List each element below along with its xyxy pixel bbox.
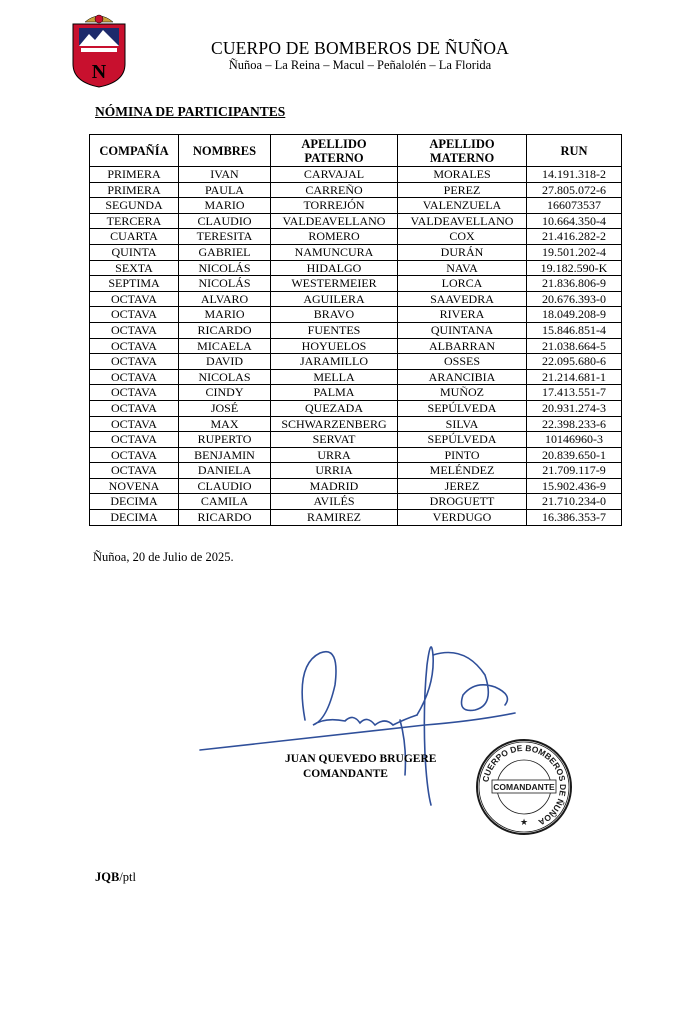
cell-compania: OCTAVA [90, 354, 179, 370]
cell-nombres: CLAUDIO [179, 478, 271, 494]
cell-run: 20.931.274-3 [527, 400, 622, 416]
organization-subtitle: Ñuñoa – La Reina – Macul – Peñalolén – La Florida [228, 58, 492, 72]
cell-apellido-paterno: MELLA [271, 369, 398, 385]
official-stamp [474, 737, 574, 837]
cell-nombres: MICAELA [179, 338, 271, 354]
cell-apellido-materno: PINTO [398, 447, 527, 463]
reference-initials: JQB [95, 870, 120, 884]
cell-compania: OCTAVA [90, 291, 179, 307]
cell-run: 15.846.851-4 [527, 322, 622, 338]
cell-nombres: TERESITA [179, 229, 271, 245]
cell-run: 20.676.393-0 [527, 291, 622, 307]
cell-apellido-paterno: FUENTES [271, 322, 398, 338]
cell-apellido-paterno: WESTERMEIER [271, 276, 398, 292]
cell-apellido-materno: PEREZ [398, 182, 527, 198]
table-row [90, 322, 622, 338]
table-row [90, 213, 622, 229]
cell-nombres: GABRIEL [179, 244, 271, 260]
cell-nombres: BENJAMIN [179, 447, 271, 463]
section-title: NÓMINA DE PARTICIPANTES [95, 104, 286, 119]
cell-apellido-materno: QUINTANA [398, 322, 527, 338]
stamp-center-text: COMANDANTE [493, 782, 555, 792]
table-row [90, 400, 622, 416]
table-row [90, 276, 622, 292]
table-header-row [90, 135, 622, 167]
svg-text:★: ★ [519, 817, 529, 827]
logo-letter: N [91, 61, 107, 83]
col-header-apellido-materno: APELLIDO MATERNO [398, 135, 527, 167]
cell-nombres: JOSÉ [179, 400, 271, 416]
cell-nombres: DANIELA [179, 463, 271, 479]
cell-compania: SEGUNDA [90, 198, 179, 214]
cell-nombres: CAMILA [179, 494, 271, 510]
table-row [90, 432, 622, 448]
cell-apellido-paterno: MADRID [271, 478, 398, 494]
cell-compania: OCTAVA [90, 338, 179, 354]
cell-apellido-materno: SILVA [398, 416, 527, 432]
cell-apellido-paterno: VALDEAVELLANO [271, 213, 398, 229]
cell-nombres: NICOLÁS [179, 276, 271, 292]
cell-nombres: RICARDO [179, 510, 271, 526]
cell-compania: SEXTA [90, 260, 179, 276]
reference-suffix: /ptl [119, 870, 136, 884]
table-row [90, 167, 622, 183]
cell-compania: DECIMA [90, 494, 179, 510]
cell-apellido-paterno: RAMIREZ [271, 510, 398, 526]
cell-compania: OCTAVA [90, 322, 179, 338]
cell-nombres: RUPERTO [179, 432, 271, 448]
cell-apellido-materno: ALBARRAN [398, 338, 527, 354]
table-row [90, 182, 622, 198]
cell-run: 15.902.436-9 [527, 478, 622, 494]
cell-apellido-paterno: SCHWARZENBERG [271, 416, 398, 432]
cell-run: 21.836.806-9 [527, 276, 622, 292]
logo-emblem [71, 12, 127, 88]
table-row [90, 369, 622, 385]
cell-nombres: IVAN [179, 167, 271, 183]
cell-nombres: MARIO [179, 198, 271, 214]
table-row [90, 198, 622, 214]
cell-apellido-materno: RIVERA [398, 307, 527, 323]
cell-nombres: ALVARO [179, 291, 271, 307]
table-row [90, 260, 622, 276]
cell-run: 21.710.234-0 [527, 494, 622, 510]
cell-apellido-paterno: BRAVO [271, 307, 398, 323]
signer-name: JUAN QUEVEDO BRUGERE [285, 753, 437, 765]
cell-run: 21.214.681-1 [527, 369, 622, 385]
cell-apellido-paterno: NAMUNCURA [271, 244, 398, 260]
cell-apellido-paterno: URRA [271, 447, 398, 463]
cell-run: 21.416.282-2 [527, 229, 622, 245]
cell-run: 21.038.664-5 [527, 338, 622, 354]
cell-nombres: DAVID [179, 354, 271, 370]
cell-nombres: NICOLÁS [179, 260, 271, 276]
cell-run: 22.398.233-6 [527, 416, 622, 432]
cell-apellido-paterno: PALMA [271, 385, 398, 401]
cell-apellido-materno: SAAVEDRA [398, 291, 527, 307]
cell-compania: OCTAVA [90, 416, 179, 432]
cell-apellido-paterno: ROMERO [271, 229, 398, 245]
cell-compania: OCTAVA [90, 385, 179, 401]
cell-compania: PRIMERA [90, 167, 179, 183]
cell-apellido-materno: SEPÚLVEDA [398, 400, 527, 416]
table-row [90, 463, 622, 479]
cell-nombres: MAX [179, 416, 271, 432]
cell-compania: OCTAVA [90, 369, 179, 385]
cell-run: 17.413.551-7 [527, 385, 622, 401]
reference-line [95, 870, 136, 885]
cell-apellido-paterno: JARAMILLO [271, 354, 398, 370]
cell-apellido-materno: VALDEAVELLANO [398, 213, 527, 229]
cell-compania: SEPTIMA [90, 276, 179, 292]
cell-apellido-materno: NAVA [398, 260, 527, 276]
table-row [90, 385, 622, 401]
cell-run: 166073537 [527, 198, 622, 214]
cell-apellido-paterno: TORREJÓN [271, 198, 398, 214]
cell-apellido-materno: JEREZ [398, 478, 527, 494]
cell-apellido-materno: MORALES [398, 167, 527, 183]
cell-nombres: RICARDO [179, 322, 271, 338]
cell-apellido-paterno: URRIA [271, 463, 398, 479]
signer-block [285, 752, 436, 782]
table-row [90, 416, 622, 432]
cell-compania: OCTAVA [90, 307, 179, 323]
col-header-compania: COMPAÑÍA [90, 135, 179, 167]
cell-nombres: MARIO [179, 307, 271, 323]
date-line: Ñuñoa, 20 de Julio de 2025. [93, 550, 234, 564]
col-header-run: RUN [527, 135, 622, 167]
cell-run: 19.501.202-4 [527, 244, 622, 260]
cell-apellido-paterno: AVILÉS [271, 494, 398, 510]
cell-run: 10146960-3 [527, 432, 622, 448]
cell-apellido-materno: VALENZUELA [398, 198, 527, 214]
participants-table [89, 134, 622, 526]
cell-apellido-materno: LORCA [398, 276, 527, 292]
signer-role: COMANDANTE [303, 768, 388, 780]
table-row [90, 229, 622, 245]
table-row [90, 510, 622, 526]
cell-run: 22.095.680-6 [527, 354, 622, 370]
cell-apellido-paterno: AGUILERA [271, 291, 398, 307]
table-row [90, 307, 622, 323]
cell-compania: PRIMERA [90, 182, 179, 198]
cell-nombres: CINDY [179, 385, 271, 401]
cell-nombres: PAULA [179, 182, 271, 198]
table-row [90, 494, 622, 510]
stamp-ring-text: CUERPO DE BOMBEROS DE ÑUÑOA [480, 742, 569, 828]
cell-run: 20.839.650-1 [527, 447, 622, 463]
cell-apellido-materno: MUÑOZ [398, 385, 527, 401]
table-row [90, 338, 622, 354]
cell-run: 10.664.350-4 [527, 213, 622, 229]
cell-run: 19.182.590-K [527, 260, 622, 276]
cell-compania: OCTAVA [90, 463, 179, 479]
cell-apellido-materno: DURÁN [398, 244, 527, 260]
cell-apellido-materno: SEPÚLVEDA [398, 432, 527, 448]
cell-compania: QUINTA [90, 244, 179, 260]
cell-apellido-materno: VERDUGO [398, 510, 527, 526]
cell-nombres: NICOLAS [179, 369, 271, 385]
cell-apellido-materno: COX [398, 229, 527, 245]
table-row [90, 447, 622, 463]
cell-apellido-paterno: HOYUELOS [271, 338, 398, 354]
col-header-apellido-paterno: APELLIDO PATERNO [271, 135, 398, 167]
cell-apellido-paterno: HIDALGO [271, 260, 398, 276]
cell-apellido-paterno: CARVAJAL [271, 167, 398, 183]
cell-compania: OCTAVA [90, 447, 179, 463]
cell-run: 16.386.353-7 [527, 510, 622, 526]
table-row [90, 354, 622, 370]
cell-apellido-materno: OSSES [398, 354, 527, 370]
cell-run: 21.709.117-9 [527, 463, 622, 479]
col-header-nombres: NOMBRES [179, 135, 271, 167]
cell-compania: CUARTA [90, 229, 179, 245]
organization-title: CUERPO DE BOMBEROS DE ÑUÑOA [210, 38, 510, 58]
cell-compania: DECIMA [90, 510, 179, 526]
cell-compania: NOVENA [90, 478, 179, 494]
cell-apellido-paterno: SERVAT [271, 432, 398, 448]
table-row [90, 244, 622, 260]
cell-compania: OCTAVA [90, 400, 179, 416]
cell-apellido-materno: MELÉNDEZ [398, 463, 527, 479]
table-row [90, 478, 622, 494]
cell-run: 14.191.318-2 [527, 167, 622, 183]
table-row [90, 291, 622, 307]
cell-apellido-paterno: CARREÑO [271, 182, 398, 198]
cell-compania: OCTAVA [90, 432, 179, 448]
cell-compania: TERCERA [90, 213, 179, 229]
cell-apellido-materno: ARANCIBIA [398, 369, 527, 385]
cell-nombres: CLAUDIO [179, 213, 271, 229]
cell-run: 27.805.072-6 [527, 182, 622, 198]
cell-run: 18.049.208-9 [527, 307, 622, 323]
cell-apellido-materno: DROGUETT [398, 494, 527, 510]
cell-apellido-paterno: QUEZADA [271, 400, 398, 416]
